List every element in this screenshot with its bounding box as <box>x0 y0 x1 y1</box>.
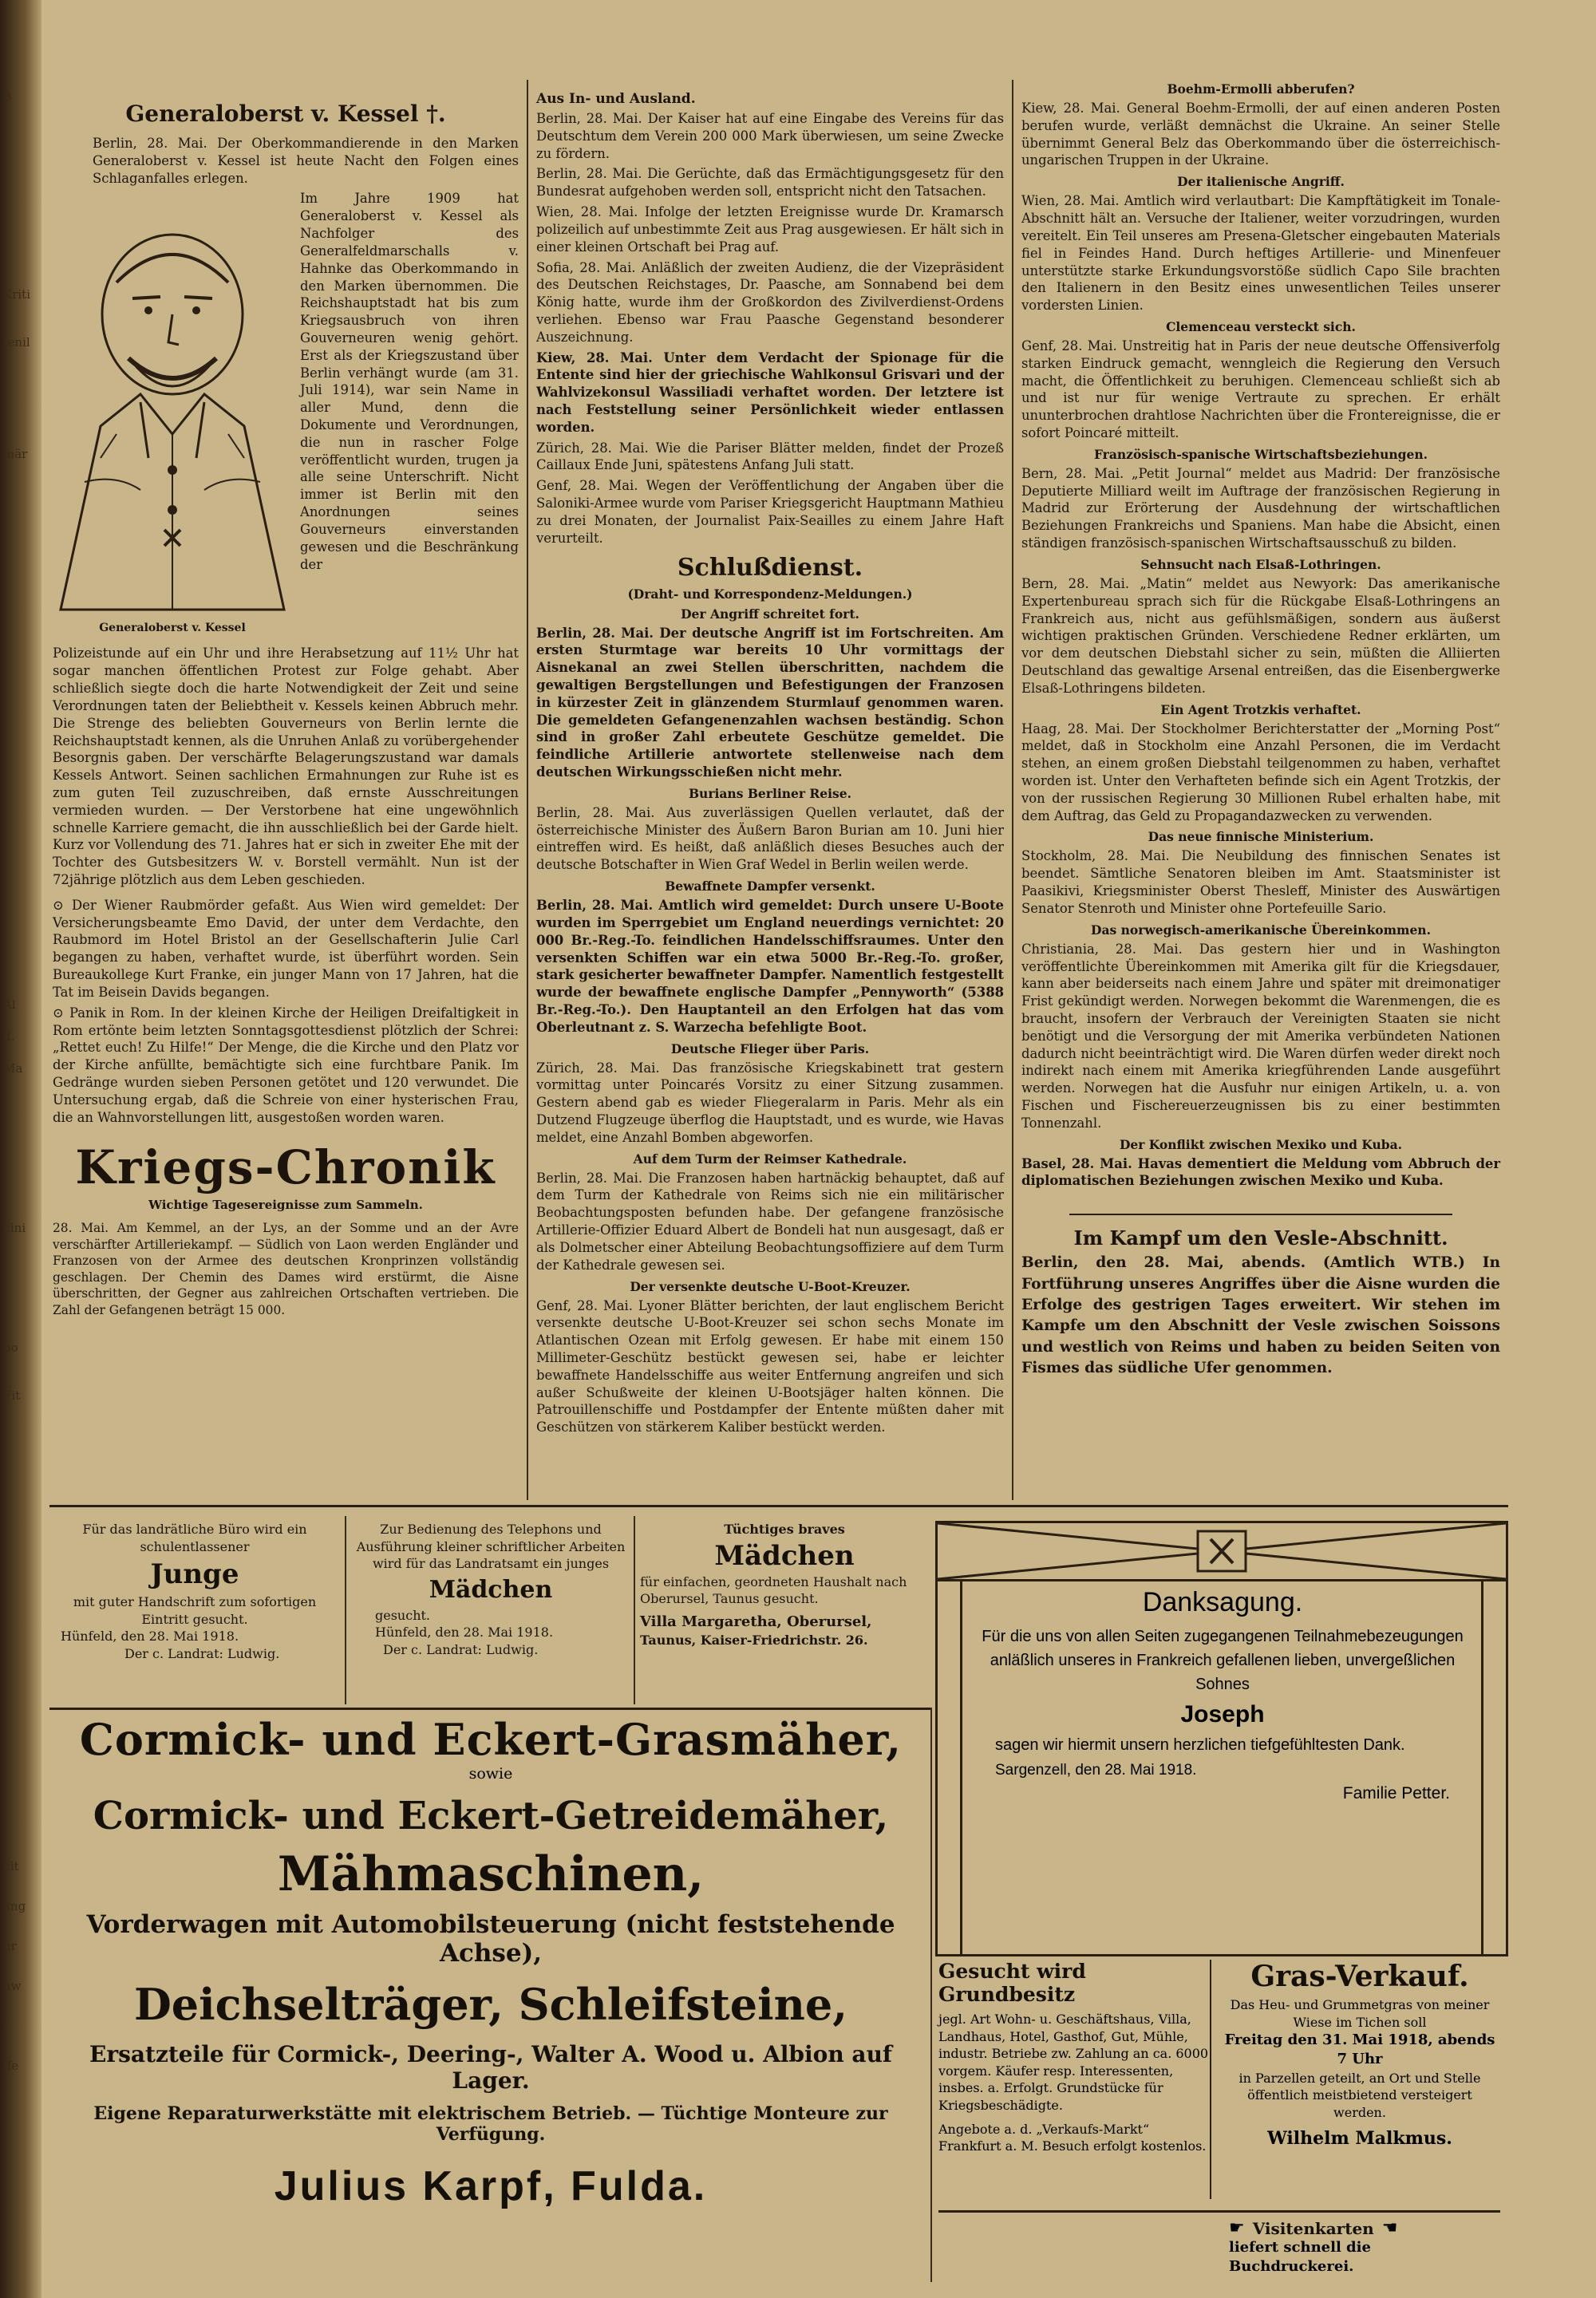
headline: Auf dem Turm der Reimser Kathedrale. <box>633 1151 907 1167</box>
ad-name: Joseph <box>1180 1701 1265 1727</box>
kessel-article <box>53 190 519 645</box>
ad-signature: Familie Petter. <box>1342 1784 1450 1802</box>
ad-grundbesitz <box>938 1960 1211 2199</box>
article-title: Generaloberst v. Kessel †. <box>125 101 446 127</box>
binding-fragment: d. <box>3 1029 15 1044</box>
ad-gras-verkauf <box>1219 1960 1500 2199</box>
news-item: Genf, 28. Mai. Lyoner Blätter berichten, der laut englischem Bericht versenkte deutsche U-Boot-Kreuzer sei schon sechs Monate im Atlantischen Ozean mit Erfolg gewesen. Er habe mit einem 150 Millimeter-Geschütz bestückt gewesen sei, habe er leichter bewaffnete Handelsschiffe aus weiter Entfernung angreifen und sich außer Schußweite der kleinen U-Bootsjäger halten können. Die Patrouillenschiffe und Postdampfer der Entente müßten daher mit Geschützen von stärkerem Kaliber bestückt werden. <box>536 1297 1004 1435</box>
news-item: Wien, 28. Mai. Amtlich wird verlautbart: Die Kampftätigkeit im Tonale-Abschnitt hält an. Versuche der Italiener, weiter vorzudringen, wurden vereitelt. Ein Teil unseres am Presena-Gletscher eingebauten Materials fiel in Feindes Hand. Durch heftiges Artillerie- und Minenfeuer unterstützte starke Erkundungsvorstöße südlich Capo Sile brachten den Italienern in den Besitz eines unwesentlichen Teiles unserer vordersten Linien. <box>1021 193 1500 314</box>
binding-fragment: mär <box>3 447 28 461</box>
news-item: Genf, 28. Mai. Unstreitig hat in Paris der neue deutsche Offensiverfolg starken Eindruck gemacht, wenngleich die Regierung den Versuch macht, die Öffentlichkeit zu beruhigen. Clemenceau schließt sich ab und ist nur für wenige Vertraute zu sprechen. Er erhält ununterbrochen drahtlose Nachrichten über die Frontereignisse, die er sofort Poincaré mitteilt. <box>1021 338 1500 440</box>
ad-signature: Der c. Landrat: Ludwig. <box>383 1641 539 1657</box>
danksagung-content <box>971 1587 1474 1803</box>
binding-fragment: Al <box>3 997 16 1012</box>
binding-fragment: fenil <box>3 335 30 349</box>
ad-rule <box>634 1516 635 1704</box>
headline: Ein Agent Trotzkis verhaftet. <box>1160 701 1361 717</box>
ad-text: für einfachen, geordneten Haushalt nach Oberursel, Taunus gesucht. <box>640 1573 907 1607</box>
headline: Sehnsucht nach Elsaß-Lothringen. <box>1140 556 1381 572</box>
article-intro: Berlin, 28. Mai. Der Oberkommandierende in den Marken Generaloberst v. Kessel ist heute Nacht den Folgen eines Schlaganfalles erlegen. <box>93 136 519 186</box>
ad-junge <box>53 1521 337 1704</box>
section-rule <box>49 1505 1508 1507</box>
ad-text: liefert schnell die Buchdruckerei. <box>1229 2239 1371 2276</box>
news-item: ⊙ Panik in Rom. In der kleinen Kirche der Heiligen Dreifaltigkeit in Rom ertönte beim letzten Sonntagsgottesdienst plötzlich der Schrei: „Rettet euch! Zu Hilfe!“ Der Menge, die die Kirche und den Platz vor der Kirche anfüllte, bemächtigte sich eine furchtbare Panik. Im Gedränge wurden sieben Personen getötet und 120 verwundet. Die Untersuchung ergab, daß die Schreie von einer hysterischen Frau, die an Wahnvorstellungen litt, ausgestoßen worden waren. <box>53 1005 519 1125</box>
headline: Boehm-Ermolli abberufen? <box>1167 81 1355 97</box>
ad-text: mit guter Handschrift zum sofortigen Eintritt gesucht. <box>73 1594 317 1627</box>
schluss-title: Schlußdienst. <box>677 553 863 582</box>
ad-headline: Cormick- und Eckert-Grasmäher, <box>79 1714 903 1765</box>
news-item: Basel, 28. Mai. Havas dementiert die Meldung vom Abbruch der diplomatischen Beziehungen zwischen Mexiko und Kuba. <box>1021 1155 1500 1189</box>
chronik-text: 28. Mai. Am Kemmel, an der Lys, an der Somme und an der Avre verschärfter Artilleriekampf. — Südlich von Laon werden Engländer und Franzosen von der Armee des deutschen Kronprinzen vollständig geschlagen. Der Chemin des Dames wird erstürmt, die Aisne überschritten, der Gegner aus zahlreichen Ortschaften vertrieben. Die Zahl der Gefangenen beträgt 15 000. <box>53 1221 519 1317</box>
binding-fragment: f <box>3 2019 8 2033</box>
ad-maedchen-landrat <box>351 1521 630 1704</box>
ornament-left <box>938 1579 962 1954</box>
ad-headline: Visitenkarten <box>1252 2218 1374 2238</box>
article-paragraph: Polizeistunde auf ein Uhr und ihre Herabsetzung auf 11½ Uhr hat sogar manchen öffentlichen Protest zur Folge gehabt. Aber schließlich siegte doch die harte Notwendigkeit der Zeit und seine Verordnungen taten der Beliebtheit v. Kessels keinen Abbruch mehr. Die Strenge des beliebten Gouverneurs von Berlin lernte die Reichshauptstadt kennen, als die Unruhen Anlaß zu vorübergehender Besorgnis gaben. Der verschärfte Belagerungszustand war damals Kessels Antwort. Seinen sachlichen Ermahnungen zur Ruhe ist es zum guten Teil zuzuschreiben, daß ernste Ausschreitungen vermieden wurden. — Der Verstorbene hat eine ungewöhnlich schnelle Karriere gemacht, die ihn ausschließlich bei der Garde hielt. Kurz vor Vollendung des 71. Jahres hat er sich in zweiter Ehe mit der Tochter des Gutsbesitzers W. v. Borstell vermählt. Nun ist der 72jährige plötzlich aus dem Leben geschieden. <box>53 646 519 887</box>
divider <box>1069 1214 1452 1215</box>
chronik-title <box>75 1140 496 1194</box>
ad-rule <box>930 1708 932 2282</box>
news-item: Berlin, 28. Mai. Der deutsche Angriff ist im Fortschreiten. Am ersten Sturmtage war bereits 10 Uhr vormittags der Aisnekanal an zwei Stellen überschritten, nachdem die gewaltigen Bergstellungen und Befestigungen der Franzosen in kürzester Zeit in glänzendem Sturmlauf genommen waren. Die gemeldeten Gefangenenzahlen wachsen beständig. Schon sind in großer Zahl erbeutete Geschütze gemeldet. Die feindliche Artillerie antwortete stellenweise nach dem deutschen Wirkungsschießen nicht mehr. <box>536 625 1004 780</box>
ad-rule <box>49 1708 930 1710</box>
news-item: Bern, 28. Mai. „Matin“ meldet aus Newyork: Das amerikanische Expertenbureau sprach sich für die Rückgabe Elsaß-Lothringens an Frankreich aus, nicht aus gefühlsmäßigen, sondern aus äußerst wichtigen praktischen Gründen. Verschiedene Redner erklärten, um vor dem deutschen Diebstahl sicher zu sein, müßten die Alliierten Deutschland das gewaltige Arsenal entreißen, das die Eisenbergwerke Elsaß-Lothringens bildeten. <box>1021 575 1500 696</box>
binding-fragment: eit <box>3 1859 19 1874</box>
headline: Französisch-spanische Wirtschaftsbeziehungen. <box>1093 446 1428 462</box>
news-item: Sofia, 28. Mai. Anläßlich der zweiten Audienz, die der Vizepräsident des Deutschen Reichstages, Dr. Paasche, am Sonnabend bei dem König hatte, wurde ihm der Großkordon des Zivilverdienst-Ordens verliehen. Ebenso war Frau Paasche Gegenstand besonderer Auszeichnung. <box>536 259 1004 345</box>
portrait-caption: Generaloberst v. Kessel <box>99 622 246 635</box>
binding-fragment: hr <box>3 1939 17 1953</box>
ornament-top <box>938 1523 1506 1579</box>
ad-headline: Gras-Verkauf. <box>1250 1960 1469 1993</box>
ad-signature: Wilhelm Malkmus. <box>1267 2127 1452 2149</box>
ad-headline: Mädchen <box>714 1539 855 1572</box>
binding-fragment: Ma <box>3 1061 23 1076</box>
ad-text: sagen wir hiermit unsern herzlichen tiefgefühltesten Dank. <box>995 1736 1405 1754</box>
ad-headline: Gesucht wird Grundbesitz <box>938 1960 1086 2006</box>
headline: Das norwegisch-amerikanische Übereinkommen. <box>1091 922 1431 938</box>
column-2 <box>536 86 1004 1439</box>
binding-fragment: nw <box>3 1979 22 1993</box>
binding-fragment: A <box>3 88 12 102</box>
ad-headline: Mädchen <box>429 1575 553 1604</box>
ad-text: Ersatzteile für Cormick-, Deering-, Walter A. Wood u. Albion auf Lager. <box>89 2041 892 2094</box>
ad-text: in Parzellen geteilt, an Ort und Stelle öffentlich meistbietend versteigert werden. <box>1238 2070 1481 2120</box>
column-rule <box>1012 80 1013 1500</box>
ad-text: Angebote a. d. „Verkaufs-Markt“ Frankfurt a. M. Besuch erfolgt kostenlos. <box>938 2121 1207 2154</box>
ad-text: Vorderwagen mit Automobilsteuerung (nicht feststehende Achse), <box>86 1910 895 1968</box>
chronik-header <box>53 1140 519 1194</box>
headline: Der Konflikt zwischen Mexiko und Kuba. <box>1119 1136 1403 1152</box>
news-item: Berlin, 28. Mai. Amtlich wird gemeldet: Durch unsere U-Boote wurden im Sperrgebiet um England neuerdings vernichtet: 20 000 Br.-Reg.-To. feindlichen Handelsschiffsraumes. Unter den versenkten Schiffen war ein etwa 5000 Br.-Reg.-To. großer, stark gesicherter bewaffneter Dampfer. Namentlich festgestellt wurde der bewaffnete englische Dampfer „Pennyworth“ (5388 Br.-Reg.-To.). Den Hauptanteil an den Erfolgen hat das vom Oberleutnant z. S. Warzecha befehligte Boot. <box>536 898 1004 1035</box>
ad-date: Hünfeld, den 28. Mai 1918. <box>61 1629 239 1645</box>
ad-date: Sargenzell, den 28. Mai 1918. <box>995 1762 1197 1779</box>
headline: Der italienische Angriff. <box>1177 174 1345 190</box>
ad-text: Tüchtiges braves <box>724 1522 845 1537</box>
ad-company: Julius Karpf, Fulda. <box>274 2163 708 2209</box>
news-item: Wien, 28. Mai. Infolge der letzten Ereignisse wurde Dr. Kramarsch polizeilich auf unbestimmte Zeit aus Prag ausgewiesen. Er hält sich in einer kleinen Ortschaft bei Prag auf. <box>536 204 1004 255</box>
portrait-block <box>53 195 292 642</box>
news-item: Stockholm, 28. Mai. Die Neubildung des finnischen Senates ist beendet. Sämtliche Senatoren bleiben im Amt. Staatsminister ist Paasikivi, Kriegsminister Oberst Thesleff, Minister des Auswärtigen Senator Stenroth und Minister ohne Portefeuille Sario. <box>1021 848 1500 916</box>
ad-text: Das Heu- und Grummetgras von meiner Wiese im Tichen soll <box>1230 1997 1490 2030</box>
chronik-title-text: Kriegs-Chronik <box>75 1140 496 1195</box>
headline: Bewaffnete Dampfer versenkt. <box>665 879 875 894</box>
section-title: Aus In- und Ausland. <box>536 91 696 107</box>
portrait-illustration <box>53 195 292 618</box>
news-item: ⊙ Der Wiener Raubmörder gefaßt. Aus Wien wird gemeldet: Der Versicherungsbeamte Emo David, der unter dem Verdachte, den Raubmord im Hotel Bristol an der Gesellschafterin Julie Carl begangen zu haben, verhaftet wurde, ist überführt worden. Sein Bureaukollege Kurt Franke, ein junger Mann von 17 Jahren, hat die Tat im Beisein Davids begangen. <box>53 897 519 1000</box>
binding-fragment: lfe <box>3 2059 19 2073</box>
news-item: Bern, 28. Mai. „Petit Journal“ meldet aus Madrid: Der französische Deputierte Milliard weilt im Auftrage der französischen Regierung in Madrid zur Erörterung der Ausdehnung der wirtschaftlichen Beziehungen Frankreichs und Spaniens. Man habe die Absicht, einen ständigen französisch-spanischen Wirtschaftsausschuß zu bilden. <box>1021 465 1500 551</box>
headline: Das neue finnische Ministerium. <box>1148 829 1374 845</box>
binding-fragment: ang <box>3 1899 26 1913</box>
ad-headline: Danksagung. <box>1142 1587 1303 1617</box>
ad-date: Hünfeld, den 28. Mai 1918. <box>375 1625 554 1641</box>
news-item: Berlin, 28. Mai. Der Kaiser hat auf eine Eingabe des Vereins für das Deutschtum dem Verein 200 000 Mark überwiesen, um seine Zwecke zu fördern. <box>536 111 1004 161</box>
ad-text: Zur Bedienung des Telephons und Ausführung kleiner schriftlicher Arbeiten wird für das Landratsamt ein junges <box>356 1522 626 1572</box>
news-item: Kiew, 28. Mai. Unter dem Verdacht der Spionage für die Entente sind hier der griechische Wahlkonsul Grisvari und der Wahlvizekonsul Wassiliadi verhaftet worden. Der letztere ist nach Feststellung seiner Persönlichkeit wieder entlassen worden. <box>536 349 1004 435</box>
news-item: Zürich, 28. Mai. Das französische Kriegskabinett trat gestern vormittag unter Poincarés Vorsitz zu einer Sitzung zusammen. Gestern abend gab es wieder Fliegeralarm in Paris. Mehr als ein Dutzend Flugzeuge überflog die Hauptstadt, und es wurde, wie Havas meldet, eine Anzahl Bomben abgeworfen. <box>536 1060 1004 1145</box>
ad-danksagung <box>935 1521 1508 1956</box>
chronik-subtitle: Wichtige Tagesereignisse zum Sammeln. <box>148 1198 423 1213</box>
ad-headline: Mähmaschinen, <box>277 1846 705 1902</box>
ad-headline: Deichselträger, Schleifsteine, <box>133 1979 848 2030</box>
ad-text: sowie <box>468 1765 513 1783</box>
ad-headline: Cormick- und Eckert-Getreidemäher, <box>93 1794 889 1838</box>
ornament-band <box>938 1523 1506 1581</box>
ad-text: jegl. Art Wohn- u. Geschäftshaus, Villa, Landhaus, Hotel, Gasthof, Gut, Mühle, industr. Betriebe zw. Zahlung an ca. 6000 vorgem. Käufer resp. Interessenten, insbes. a. Erfolgt. Grundstücke für Kriegsbeschädigte. <box>938 2012 1209 2113</box>
news-item: Zürich, 28. Mai. Wie die Pariser Blätter melden, findet der Prozeß Caillaux Ende Juni, spätestens Anfang Juli statt. <box>536 440 1004 473</box>
news-item: Genf, 28. Mai. Wegen der Veröffentlichung der Angaben über die Saloniki-Armee wurde vom Pariser Kriegsgericht Hauptmann Mathieu zu drei Monaten, der Journalist Paix-Seailles zu einem Jahre Haft verurteilt. <box>536 478 1004 546</box>
ad-cormick <box>56 1714 926 2272</box>
ad-address: Villa Margaretha, Oberursel, <box>640 1613 872 1630</box>
binding-fragment: Fit <box>3 1388 21 1403</box>
ad-signature: Der c. Landrat: Ludwig. <box>124 1645 280 1661</box>
headline: Deutsche Flieger über Paris. <box>670 1040 870 1056</box>
ad-date: Freitag den 31. Mai 1918, abends 7 Uhr <box>1224 2031 1495 2068</box>
news-item: Berlin, 28. Mai. Die Franzosen haben hartnäckig behauptet, daß auf dem Turm der Kathedrale von Reims sich nie ein militärischer Beobachtungsposten befunden habe. Der gefangene französische Artillerie-Offizier Eduard Albert de Bondeli hat nun ausgesagt, daß er als Dolmetscher einer Abteilung Beobachtungsoffiziere auf dem Turm der Kathedrale gewesen sei. <box>536 1170 1004 1273</box>
column-1 <box>53 96 519 1321</box>
kampf-text: Berlin, den 28. Mai, abends. (Amtlich WTB.) In Fortführung unseres Angriffes über die Aisne wurden die Erfolge des gestrigen Tages erweitert. Wir stehen im Kampfe um den Abschnitt der Vesle zwischen Soissons und westlich von Reims und haben zu beiden Seiten von Fismes das südliche Ufer genommen. <box>1021 1254 1500 1377</box>
news-item: Christiania, 28. Mai. Das gestern hier und in Washington veröffentlichte Übereinkommen mit Amerika gilt für die Kriegsdauer, kann aber beiderseits nach einem Jahre und später mit dreimonatiger Frist gekündigt werden. Norwegen bekommt die Warenmengen, die es braucht, insofern der Verbrauch der Vereinigten Staaten sie nicht benötigt und die Versorgung der mit Amerika verbündeten Nationen dadurch nicht beeinträchtigt wird. Die Waren dürfen weder direkt noch indirekt nach einem mit Amerika kriegführenden Lande ausgeführt werden. Norwegen hat die Ausfuhr nur einigen Artikeln, u. a. von Fischen und Fischereuerzeugnissen bis zu einer bestimmten Tonnenzahl. <box>1021 941 1500 1131</box>
ad-text: gesucht. <box>375 1607 431 1623</box>
schluss-subtitle: (Draht- und Korrespondenz-Meldungen.) <box>627 586 913 602</box>
binding-fragment: Kriti <box>3 287 30 302</box>
column-3 <box>1021 77 1500 1383</box>
headline: Der Angriff schreitet fort. <box>681 606 859 622</box>
news-item: Berlin, 28. Mai. Aus zuverlässigen Quellen verlautet, daß der österreichische Minister des Äußern Baron Burian am 10. Juni hier eintreffen wird. Es heißt, daß anläßlich dieses Besuches auch der deutsche Botschafter in Wien Graf Wedel in Berlin weilen werde. <box>536 804 1004 873</box>
headline: Clemenceau versteckt sich. <box>1166 318 1356 334</box>
headline: Burians Berliner Reise. <box>688 785 852 801</box>
kampf-title: Im Kampf um den Vesle-Abschnitt. <box>1073 1226 1448 1250</box>
binding-fragment: bo <box>3 1340 18 1355</box>
pointing-hand-icon: ☛ <box>1229 2218 1245 2238</box>
ornament-right <box>1481 1579 1506 1954</box>
ad-rule <box>345 1516 346 1704</box>
visitenkarten-row <box>1229 2218 1500 2238</box>
ad-maedchen-oberursel <box>640 1521 929 1704</box>
ad-address: Taunus, Kaiser-Friedrichstr. 26. <box>640 1633 868 1648</box>
pointing-hand-icon: ☚ <box>1381 2218 1398 2238</box>
ad-text: Für die uns von allen Seiten zugegangenen Teilnahmebezeugungen anläßlich unseres in Frankreich gefallenen lieben, unvergeßlichen Sohnes <box>982 1628 1464 1693</box>
ad-text: Eigene Reparaturwerkstätte mit elektrischem Betrieb. — Tüchtige Monteure zur Verfügung. <box>93 2103 888 2145</box>
news-item: Berlin, 28. Mai. Die Gerüchte, daß das Ermächtigungsgesetz für den Bundesrat aufgehoben werden soll, entspricht nicht den Tatsachen. <box>536 166 1004 199</box>
news-item: Kiew, 28. Mai. General Boehm-Ermolli, der auf einen anderen Posten berufen wurde, verläßt demnächst die Ukraine. An seiner Stelle übernimmt General Belz das Oberkommando über die österreichisch-ungarischen Truppen in der Ukraine. <box>1021 101 1500 168</box>
ad-rule <box>938 2210 1500 2213</box>
ad-headline: Junge <box>150 1558 239 1591</box>
binding-fragment: eini <box>3 1221 26 1235</box>
headline: Der versenkte deutsche U-Boot-Kreuzer. <box>630 1278 911 1294</box>
ad-text: Für das landrätliche Büro wird ein schulentlassener <box>82 1522 307 1554</box>
article-paragraph: Im Jahre 1909 hat Generaloberst v. Kessel als Nachfolger des Generalfeldmarschalls v. Hahnke das Oberkommando in den Marken übernommen. Die Reichshauptstadt hat bis zum Kriegsausbruch von ihren Gouverneuren wenig gehört. Erst als der Kriegszustand über Berlin verhängt wurde (am 31. Juli 1914), war sein Name in aller Mund, denn die Dokumente und Verordnungen, die nun in rascher Folge veröffentlicht wurden, trugen ja alle seine Unterschrift. Nicht immer ist Berlin mit den Anordnungen seines Gouverneurs einverstanden gewesen und die Beschränkung der <box>300 191 519 572</box>
news-item: Haag, 28. Mai. Der Stockholmer Berichterstatter der „Morning Post“ meldet, daß in Stockholm eine Anzahl Personen, die im Verdacht stehen, an einem großen Diebstahl teilgenommen zu haben, verhaftet worden ist. Unter den Verhafteten befinde sich ein Agent Trotzkis, der von der russischen Regierung 30 Millionen Rubel erhalten habe, mit dem Auftrag, das Geld zu Propagandazwecken zu verwenden. <box>1021 721 1500 823</box>
ad-visitenkarten <box>1229 2218 1500 2282</box>
column-rule <box>527 80 528 1500</box>
